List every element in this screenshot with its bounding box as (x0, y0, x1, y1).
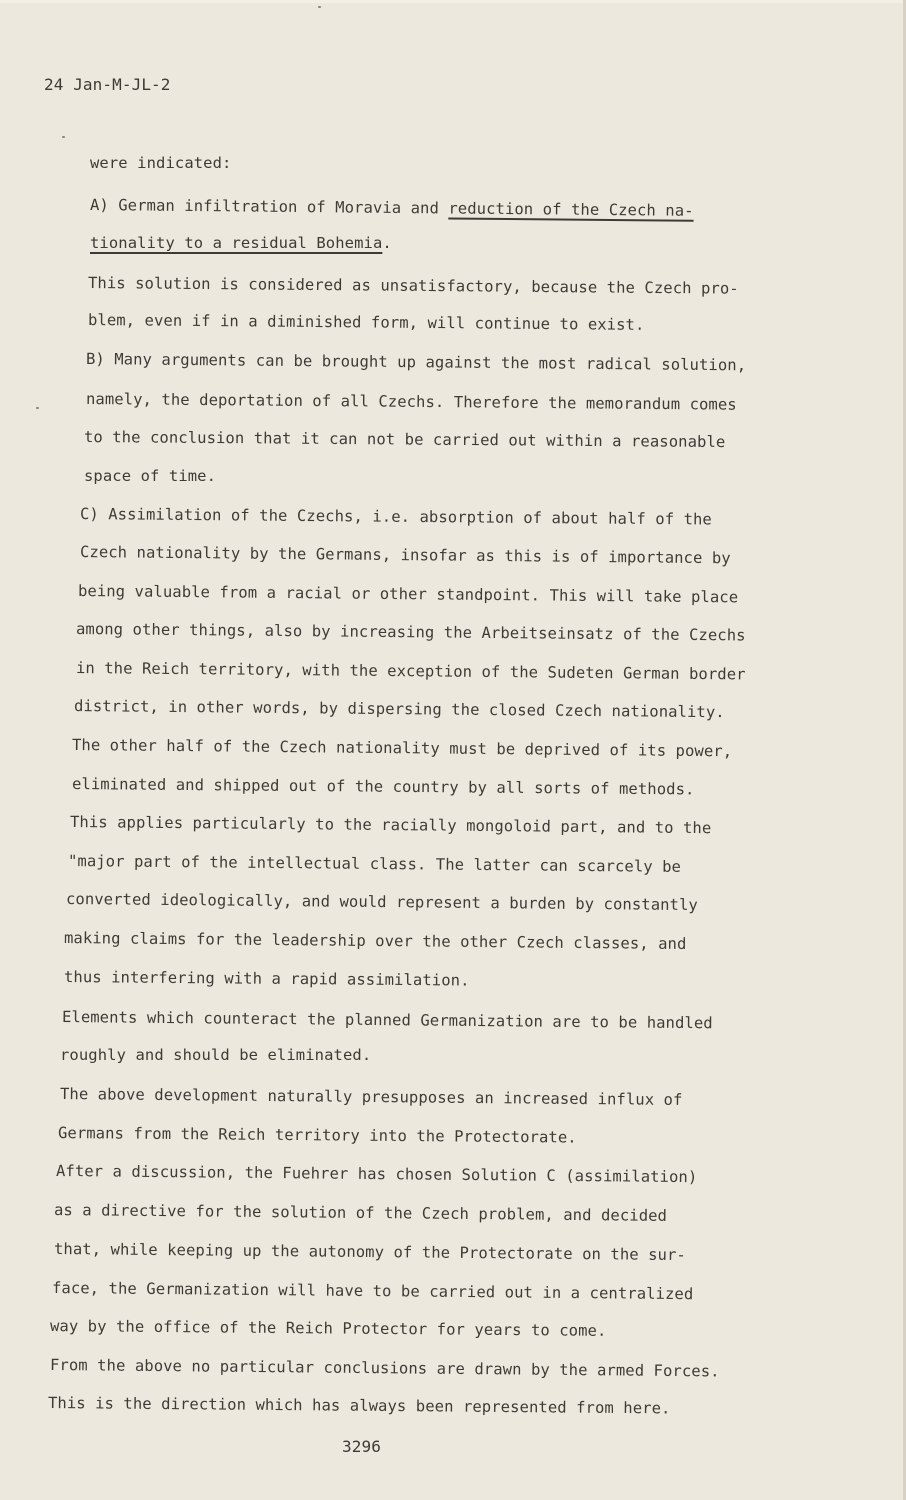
text-line: Germans from the Reich territory into the Protectorate. (57, 1124, 577, 1147)
text-line: being valuable from a racial or other standpoint. This will take place (77, 582, 739, 607)
text-line: among other things, also by increasing the Arbeitseinsatz of the Czechs (75, 620, 746, 645)
text-line: converted ideologically, and would represent a burden by constantly (65, 890, 698, 915)
text-line: The other half of the Czech nationality must be deprived of its power, (71, 736, 733, 761)
text-line: blem, even if in a diminished form, will continue to exist. (87, 311, 645, 334)
text-line: namely, the deportation of all Czechs. Therefore the memorandum comes (85, 390, 737, 414)
text-line: roughly and should be eliminated. (60, 1046, 372, 1064)
text-line: After a discussion, the Fuehrer has chosen Solution C (assimilation) (55, 1162, 698, 1187)
text-line (90, 234, 392, 252)
text-line: space of time. (84, 467, 217, 485)
text-line: making claims for the leadership over the other Czech classes, and (63, 929, 687, 953)
text-line: B) Many arguments can be brought up against the most radical solution, (85, 350, 747, 375)
text-line: eliminated and shipped out of the country by all sorts of methods. (71, 775, 695, 799)
text-line: This applies particularly to the racially mongoloid part, and to the (69, 813, 712, 838)
text-line: This is the direction which has always been represented from here. (47, 1394, 671, 1418)
text-line: in the Reich territory, with the exception of the Sudeten German border (75, 659, 746, 684)
text-line-start: A) German infiltration of Moravia and (89, 196, 449, 218)
text-line: C) Assimilation of the Czechs, i.e. absorption of about half of the (79, 505, 712, 529)
text-line: were indicated: (90, 154, 232, 172)
text-line: This solution is considered as unsatisfactory, because the Czech pro- (87, 274, 739, 298)
text-line: The above development naturally presupposes an increased influx of (59, 1085, 683, 1109)
text-line: face, the Germanization will have to be carried out in a centralized (51, 1279, 694, 1304)
underlined-phrase: tionality to a residual Bohemia (90, 234, 383, 252)
document-header: 24 Jan-M-JL-2 (44, 75, 171, 94)
underlined-phrase: reduction of the Czech na- (448, 199, 694, 220)
text-line: thus interfering with a rapid assimilation. (63, 968, 470, 990)
text-line: as a directive for the solution of the Czech problem, and decided (53, 1201, 668, 1225)
paper-speck (318, 6, 321, 8)
text-line: "major part of the intellectual class. The latter can scarcely be (67, 852, 682, 876)
text-line-end: . (382, 234, 392, 252)
text-line: district, in other words, by dispersing the closed Czech nationality. (73, 697, 725, 722)
text-line: that, while keeping up the autonomy of the Protectorate on the sur- (53, 1240, 686, 1265)
page-number: 3296 (342, 1437, 381, 1456)
text-line: Elements which counteract the planned Germanization are to be handled (61, 1008, 713, 1033)
paper-speck (36, 407, 39, 409)
text-line: way by the office of the Reich Protector for years to come. (49, 1317, 607, 1340)
text-line: to the conclusion that it can not be carried out within a reasonable (83, 428, 726, 452)
text-line (90, 196, 694, 220)
text-line: Czech nationality by the Germans, insofar as this is of importance by (79, 543, 731, 568)
paper-speck (62, 136, 65, 138)
text-line: From the above no particular conclusions are drawn by the armed Forces. (49, 1356, 720, 1381)
